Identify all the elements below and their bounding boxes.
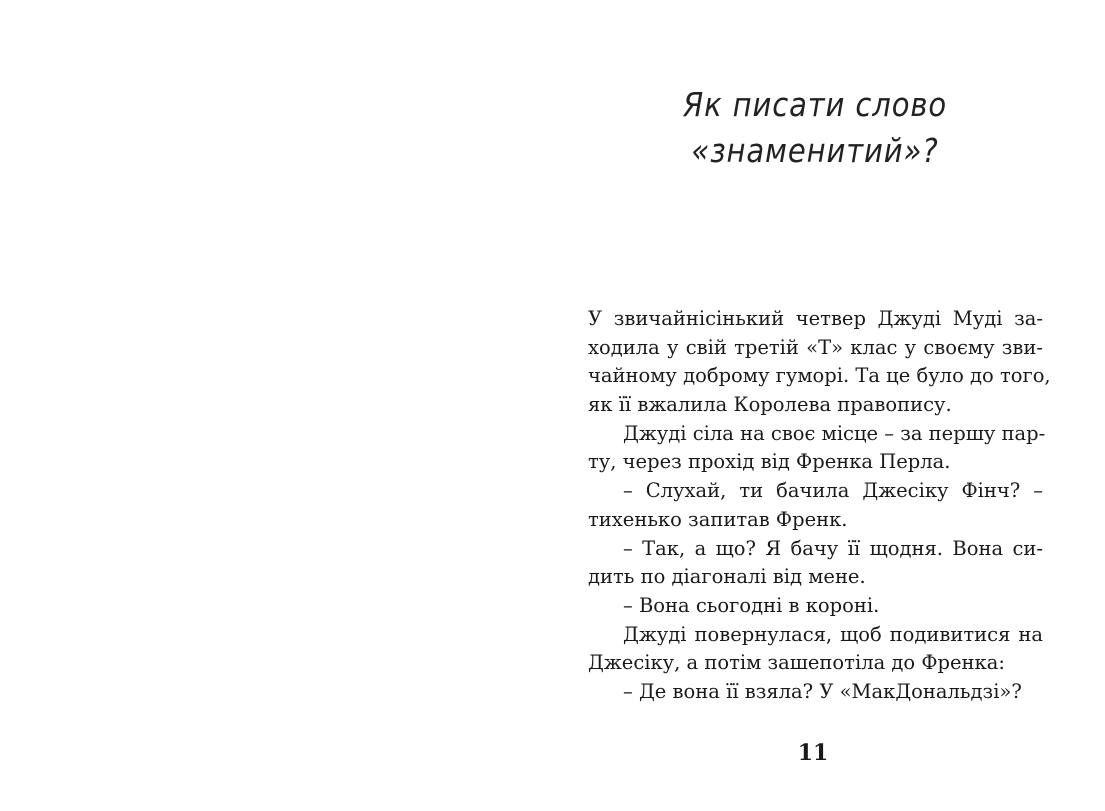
text-line: – Вона сьогодні в короні. — [623, 593, 880, 617]
chapter-body-text — [588, 305, 1051, 707]
text-line: У звичайнісінький четвер Джуді Муді за- — [588, 307, 1043, 330]
chapter-title-line: Як писати слово — [683, 85, 947, 124]
text-line: ходила у свій третій «Т» клас у своєму зви- — [588, 335, 1043, 359]
text-line: як її вжалила Королева правопису. — [588, 393, 952, 417]
text-line: дить по діагоналі від мене. — [588, 565, 866, 589]
text-line: Джуді повернулася, щоб подивитися на — [623, 622, 1043, 646]
text-line: Джуді сіла на своє місце – за першу пар- — [623, 421, 1046, 445]
text-line: чайному доброму гуморі. Та це було до того, — [588, 364, 1051, 388]
page-number: 11 — [797, 740, 829, 766]
text-line: – Де вона її взяла? У «МакДональдзі»? — [623, 679, 1022, 703]
chapter-title-line: «знаменитий»? — [691, 131, 939, 170]
text-line: тихенько запитав Френк. — [588, 507, 848, 531]
chapter-title — [661, 82, 969, 174]
text-line: ту, через прохід від Френка Перла. — [588, 450, 951, 474]
text-line: – Слухай, ти бачила Джесіку Фінч? – — [623, 479, 1043, 503]
text-line: – Так, а що? Я бачу її щодня. Вона си- — [623, 536, 1043, 560]
text-line: Джесіку, а потім зашепотіла до Френка: — [588, 651, 1005, 675]
